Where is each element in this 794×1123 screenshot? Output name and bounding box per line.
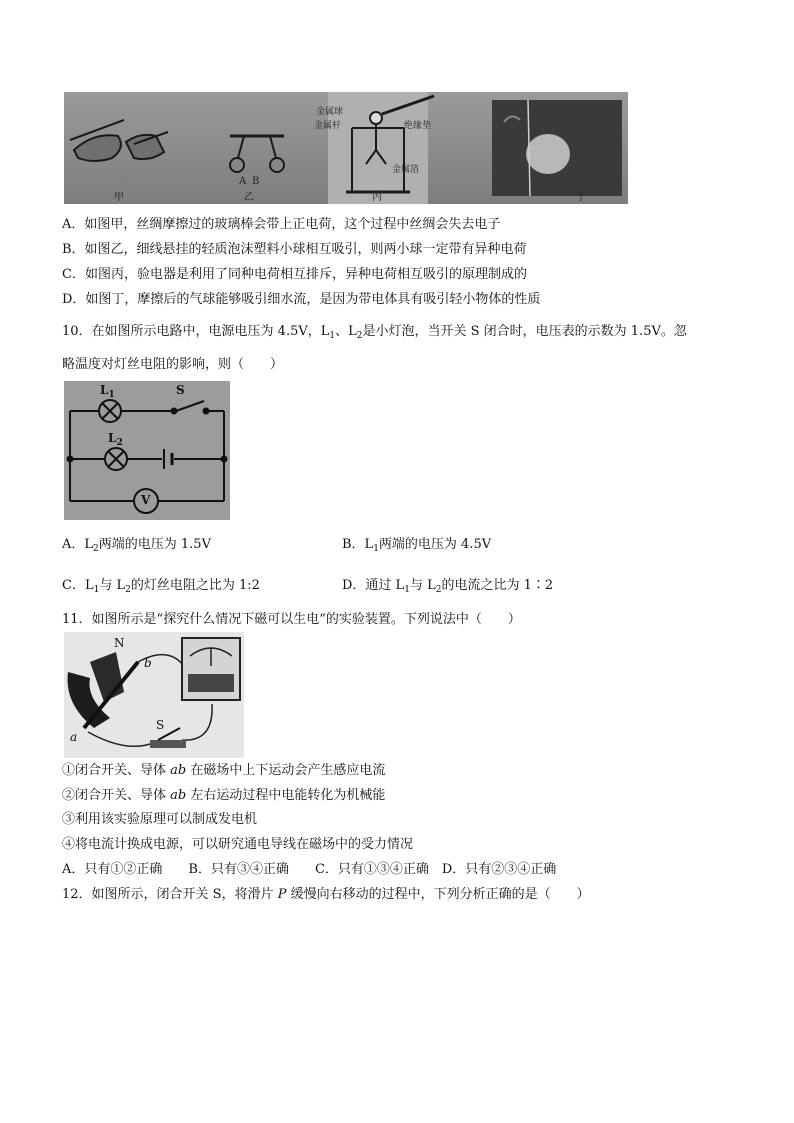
q10-option-b [342, 536, 491, 558]
annotation-insulator: 绝缘垫 [404, 121, 432, 131]
q12-stem-text1: 12．如图所示，闭合开关 S，将滑片 [62, 887, 278, 902]
q10-stem-line2: 略温度对灯丝电阻的影响，则（ ） [62, 357, 284, 372]
q11-s2-text2: 左右运动过程中电能转化为机械能 [186, 788, 386, 803]
q11-stem: 11．如图所示是“探究什么情况下磁可以生电”的实验装置。下列说法中（ ） [62, 612, 521, 627]
q12-stem-text2: 缓慢向右移动的过程中，下列分析正确的是（ ） [286, 887, 590, 902]
q10-option-d-text1: D．通过 L [342, 578, 405, 593]
q11-statement-4: ④将电流计换成电源，可以研究通电导线在磁场中的受力情况 [62, 837, 414, 852]
q10-stem-text-b: 、L [335, 324, 357, 339]
label-b: b [144, 656, 152, 670]
label-l1-sub: 1 [108, 390, 115, 400]
q11-figure [64, 632, 244, 758]
q11-statement-1 [62, 762, 385, 780]
panel-yi-drawing [230, 136, 284, 172]
q11-statement-3: ③利用该实验原理可以制成发电机 [62, 812, 258, 827]
label-l1 [100, 383, 115, 400]
label-l2-text: L [108, 431, 117, 445]
annotation-metal-ball: 金属球 [316, 107, 344, 117]
q11-s1-text2: 在磁场中上下运动会产生感应电流 [186, 763, 386, 778]
panel-label-ding: 丁 [576, 192, 586, 203]
q9-option-a: A．如图甲，丝绸摩擦过的玻璃棒会带上正电荷，这个过程中丝绸会失去电子 [62, 217, 501, 232]
q11-figure-drawing [64, 632, 244, 758]
label-n-pole: N [114, 636, 125, 650]
q12-stem [62, 886, 590, 904]
label-switch-s: S [156, 718, 165, 732]
q10-stem-sub1: 1 [329, 331, 336, 341]
q10-option-b-sub: 1 [373, 544, 379, 554]
label-l2-sub: 2 [116, 438, 123, 448]
q10-option-a-text1: A．L [62, 537, 94, 552]
label-voltmeter: V [141, 493, 151, 507]
q11-options: A．只有①②正确 B．只有③④正确 C．只有①③④正确 D．只有②③④正确 [62, 862, 557, 877]
q11-s2-text1: ②闭合开关、导体 [62, 788, 171, 803]
q10-stem-sub2: 2 [356, 331, 363, 341]
panel-label-bing: 丙 [372, 192, 382, 203]
panel-label-jia: 甲 [114, 192, 124, 203]
q9-option-c: C．如图丙，验电器是利用了同种电荷相互排斥，异种电荷相互吸引的原理制成的 [62, 267, 527, 282]
panel-label-yi: 乙 [244, 192, 254, 203]
q10-option-a-text2: 两端的电压为 1.5V [98, 537, 211, 552]
q10-option-b-text1: B．L [342, 537, 374, 552]
q11-s1-text1: ①闭合开关、导体 [62, 763, 171, 778]
q11-s1-ab: ab [170, 763, 187, 778]
q10-option-c [62, 577, 260, 599]
q10-option-d [342, 577, 553, 599]
q10-option-d-sub1: 1 [404, 585, 410, 595]
q10-option-d-text2: 与 L [409, 578, 436, 593]
q9-option-d: D．如图丁，摩擦后的气球能够吸引细水流，是因为带电体具有吸引轻小物体的性质 [62, 292, 541, 307]
q11-statement-2 [62, 787, 385, 805]
label-l2 [108, 431, 123, 448]
q10-circuit-figure [64, 381, 230, 520]
ball-label-a: A [239, 176, 247, 187]
q10-option-c-sub2: 2 [125, 585, 131, 595]
annotation-metal-foil: 金属箔 [392, 165, 420, 175]
q10-option-c-text2: 与 L [99, 578, 126, 593]
q10-option-d-text3: 的电流之比为 1∶2 [441, 578, 554, 593]
panel-ding-drawing [492, 100, 622, 196]
ball-label-b: B [252, 176, 260, 187]
q9-option-b: B．如图乙，细线悬挂的轻质泡沫塑料小球相互吸引，则两小球一定带有异种电荷 [62, 242, 527, 257]
q11-s2-ab: ab [170, 788, 187, 803]
q10-option-c-sub1: 1 [93, 585, 100, 595]
q10-option-d-sub2: 2 [435, 585, 442, 595]
q12-stem-p: P [277, 887, 287, 902]
q10-stem-text-a: 10．在如图所示电路中，电源电压为 4.5V，L [62, 324, 330, 339]
label-l1-text: L [100, 383, 109, 397]
q10-option-c-text1: C．L [62, 578, 94, 593]
q10-stem-line1 [62, 323, 687, 345]
annotation-metal-rod: 金属杆 [314, 121, 342, 131]
q9-figure-drawing [64, 92, 628, 204]
q9-figure [64, 92, 628, 204]
q10-option-a-sub: 2 [93, 544, 99, 554]
q10-option-a [62, 536, 211, 558]
q10-option-c-text3: 的灯丝电阻之比为 1:2 [130, 578, 260, 593]
label-switch: S [176, 383, 185, 397]
q10-stem-text-c: 是小灯泡，当开关 S 闭合时，电压表的示数为 1.5V。忽 [362, 324, 687, 339]
label-a: a [70, 730, 78, 744]
panel-jia-drawing [70, 120, 168, 161]
q10-option-b-text2: 两端的电压为 4.5V [378, 537, 492, 552]
